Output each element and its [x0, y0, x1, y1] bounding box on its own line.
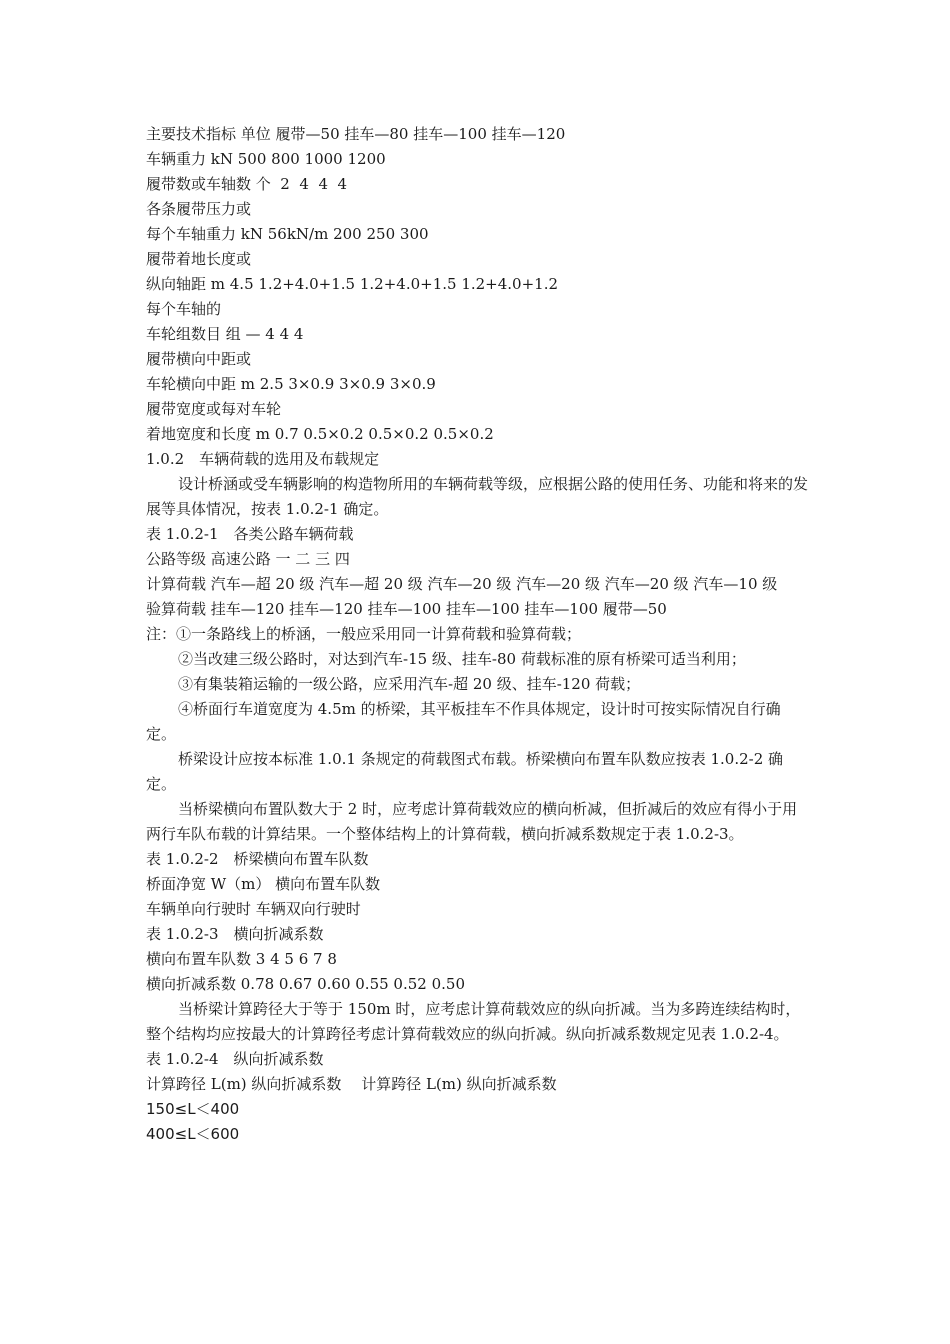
table-row: 车辆单向行驶时 车辆双向行驶时: [146, 900, 361, 918]
table-row: 各条履带压力或: [146, 200, 252, 218]
note-item: ④桥面行车道宽度为 4.5m 的桥梁，其平板挂车不作具体规定，设计时可按实际情况自行确定。: [146, 700, 781, 743]
table-title: 表 1.0.2-1 各类公路车辆荷载: [146, 525, 354, 543]
table-row: 履带数或车轴数 个 2 4 4 4: [146, 175, 348, 193]
table-row: 着地宽度和长度 m 0.7 0.5×0.2 0.5×0.2 0.5×0.2: [146, 425, 494, 443]
table-row: 车辆重力 kN 500 800 1000 1200: [146, 150, 386, 168]
table-row: 履带着地长度或: [146, 250, 252, 268]
table-title: 表 1.0.2-2 桥梁横向布置车队数: [146, 850, 369, 868]
body-paragraph: 当桥梁计算跨径大于等于 150m 时，应考虑计算荷载效应的纵向折减。当为多跨连续结构时，整个结构均应按最大的计算跨径考虑计算荷载效应的纵向折减。纵向折减系数规定见表 1.0.2-4。: [146, 1000, 801, 1043]
table-row: 车轮组数目 组 — 4 4 4: [146, 325, 304, 343]
table-title: 表 1.0.2-3 横向折减系数: [146, 925, 324, 943]
body-paragraph: 设计桥涵或受车辆影响的构造物所用的车辆荷载等级，应根据公路的使用任务、功能和将来的发展等具体情况，按表 1.0.2-1 确定。: [146, 475, 809, 518]
table-row: 车轮横向中距 m 2.5 3×0.9 3×0.9 3×0.9: [146, 375, 436, 393]
table-row: 计算荷载 汽车—超 20 级 汽车—超 20 级 汽车—20 级 汽车—20 级 汽车—20 级 汽车—10 级: [146, 575, 778, 593]
table-row: 履带宽度或每对车轮: [146, 400, 282, 418]
table-row: 纵向轴距 m 4.5 1.2+4.0+1.5 1.2+4.0+1.5 1.2+4.0+1.2: [146, 275, 559, 293]
table-row: 计算跨径 L(m) 纵向折减系数 计算跨径 L(m) 纵向折减系数: [146, 1075, 557, 1093]
table-header-row: 主要技术指标 单位 履带—50 挂车—80 挂车—100 挂车—120: [146, 125, 566, 143]
body-paragraph: 当桥梁横向布置队数大于 2 时，应考虑计算荷载效应的横向析减，但折减后的效应有得小于用两行车队布载的计算结果。一个整体结构上的计算荷载，横向折减系数规定于表 1.0.2-3。: [146, 800, 798, 843]
document-page: [146, 122, 810, 1147]
table-row: 公路等级 高速公路 一 二 三 四: [146, 550, 350, 568]
note-item: ③有集装箱运输的一级公路，应采用汽车-超 20 级、挂车-120 荷载；: [178, 675, 641, 693]
table-row: 桥面净宽 W（m） 横向布置车队数: [146, 875, 381, 893]
table-row: 横向布置车队数 3 4 5 6 7 8: [146, 950, 337, 968]
table-row: 履带横向中距或: [146, 350, 252, 368]
table-row: 每个车轴重力 kN 56kN/m 200 250 300: [146, 225, 429, 243]
table-row: 150≤L＜400: [146, 1100, 240, 1118]
note-item: ②当改建三级公路时，对达到汽车-15 级、挂车-80 荷载标准的原有桥梁可适当利用；: [178, 650, 746, 668]
table-row: 400≤L＜600: [146, 1125, 240, 1143]
table-row: 验算荷载 挂车—120 挂车—120 挂车—100 挂车—100 挂车—100 履带—50: [146, 600, 667, 618]
table-row: 横向折减系数 0.78 0.67 0.60 0.55 0.52 0.50: [146, 975, 465, 993]
body-paragraph: 桥梁设计应按本标准 1.0.1 条规定的荷载图式布载。桥梁横向布置车队数应按表 1.0.2-2 确定。: [146, 750, 784, 793]
note-item: 注：①一条路线上的桥涵，一般应采用同一计算荷载和验算荷载；: [146, 625, 582, 643]
section-heading: 1.0.2 车辆荷载的选用及布载规定: [146, 450, 380, 468]
table-title: 表 1.0.2-4 纵向折减系数: [146, 1050, 324, 1068]
table-row: 每个车轴的: [146, 300, 222, 318]
